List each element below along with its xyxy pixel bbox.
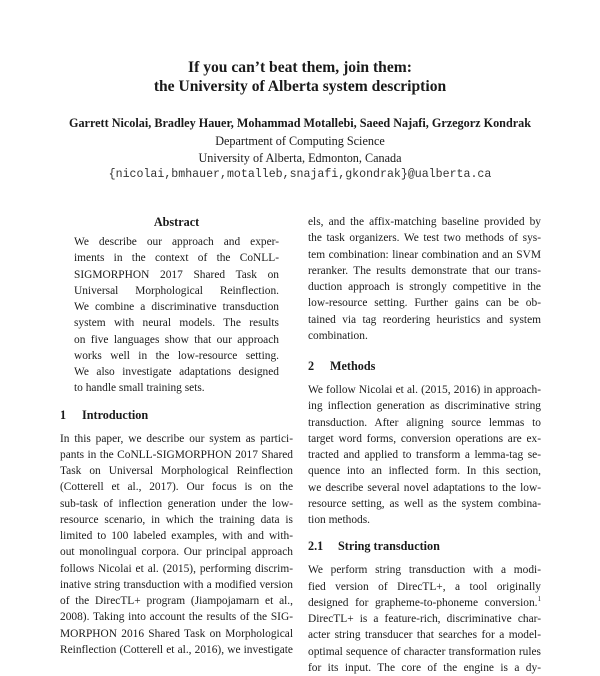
intro-line: follows Nicolai et al. (2015), performing discrim- xyxy=(60,562,293,575)
abstract-line: works well in the low-resource setting. xyxy=(74,349,279,362)
section-title: Introduction xyxy=(82,407,149,422)
abstract-line: iments in the context of the CoNLL- xyxy=(74,252,279,265)
abstract-line: SIGMORPHON 2017 Shared Task on xyxy=(74,268,279,281)
section-number: 2 xyxy=(308,359,315,373)
methods-line: ing inflection generation as discriminative string xyxy=(308,400,541,413)
university: University of Alberta, Edmonton, Canada xyxy=(198,151,402,165)
abstract-line: system with neural models. The results xyxy=(74,317,279,330)
paper-title xyxy=(0,58,600,96)
transduction-line: DirecTL+ is a feature-rich, discriminative char- xyxy=(308,613,541,625)
title-line-2: the University of Alberta system description xyxy=(153,78,447,95)
section-title: Methods xyxy=(330,359,376,373)
intro-line: sub-task of inflection generation under the low- xyxy=(60,497,293,510)
abstract-heading: Abstract xyxy=(153,215,200,229)
intro-line: Reinflection (Cotterell et al., 2016), we investigate xyxy=(60,643,293,656)
section-heading-introduction xyxy=(60,407,293,431)
intro-line: resource scenario, in which the training data is xyxy=(60,513,293,526)
section-number: 1 xyxy=(60,407,67,422)
methods-line: quence into an inflected form. In this section, xyxy=(308,465,541,478)
abstract-line: We describe our approach and exper- xyxy=(74,236,279,248)
methods-line: resource setting, as well as the system combina- xyxy=(308,497,541,510)
transduction-line: acter string transducer that searches for a model- xyxy=(308,629,541,642)
intro-continued-body xyxy=(308,214,541,344)
intro-line: 2008). Taking into account the results of the SIG- xyxy=(60,611,293,624)
intro-line: of the DirecTL+ program (Jiampojamarn et al., xyxy=(60,595,293,607)
methods-line: tracted and applied to transform a lemma-tag se- xyxy=(308,449,541,461)
intro-line: tained via tag reordering heuristics and system xyxy=(308,313,541,326)
abstract-line: to handle small training sets. xyxy=(74,382,205,395)
intro-line: els, and the affix-matching baseline provided by xyxy=(308,216,541,228)
methods-line: transduction. After aligning source lemmas to xyxy=(308,416,541,429)
intro-line: reranker. The results demonstrate that our trans- xyxy=(308,264,541,277)
left-column xyxy=(60,214,293,658)
intro-line: In this paper, we describe our system as partici- xyxy=(60,432,293,445)
intro-line: inative string transduction with a modified version xyxy=(60,578,293,591)
author-list: Garrett Nicolai, Bradley Hauer, Mohammad Motallebi, Saeed Najafi, Grzegorz Kondrak xyxy=(68,116,532,130)
methods-line: We follow Nicolai et al. (2015, 2016) in approach- xyxy=(308,384,541,396)
methods-body xyxy=(308,382,541,528)
title-line-1: If you can’t beat them, join them: xyxy=(188,59,412,76)
intro-line: MORPHON 2016 Shared Task on Morphological xyxy=(60,627,293,640)
email-addresses: {nicolai,bmhauer,motalleb,snajafi,gkondrak}@ualberta.ca xyxy=(108,168,492,181)
transduction-line: for its input. The core of the engine is a dy- xyxy=(308,661,541,674)
intro-line: Task on Universal Morphological Reinflection xyxy=(60,465,293,477)
intro-line: (Cotterell et al., 2017). Our focus is on the xyxy=(60,481,293,494)
intro-line: out monolingual corpora. Our principal approach xyxy=(60,546,293,559)
intro-line: combination. xyxy=(308,329,368,342)
intro-line: tem combination: linear combination and an SVM xyxy=(308,248,541,261)
footnote-marker[interactable]: 1 xyxy=(537,594,541,603)
abstract-body xyxy=(60,234,293,397)
abstract-line: Universal Morphological Reinflection. xyxy=(74,284,279,297)
intro-line: duction approach is strongly competitive in the xyxy=(308,281,541,293)
abstract-line: We combine a discriminative transduction xyxy=(74,301,279,313)
department: Department of Computing Science xyxy=(215,134,385,148)
section-heading-methods xyxy=(308,358,541,382)
abstract-line: on five languages show that our approach xyxy=(74,333,279,346)
abstract-line: We also investigate adaptations designed xyxy=(74,366,279,378)
string-transduction-body xyxy=(308,562,541,676)
methods-line: target word forms, conversion operations are ex- xyxy=(308,432,541,445)
transduction-line xyxy=(308,595,541,611)
transduction-line: fied version of DirecTL+, a tool originally xyxy=(308,580,541,593)
methods-line: we describe several novel adaptations to the low- xyxy=(308,481,541,494)
introduction-body xyxy=(60,431,293,659)
intro-line: the task organizers. We test two methods of sys- xyxy=(308,232,541,245)
intro-line: limited to 100 labeled examples, with and with- xyxy=(60,530,293,542)
section-heading-string-transduction xyxy=(308,538,541,562)
transduction-line-text: designed for grapheme-to-phoneme conversion. xyxy=(308,596,538,609)
section-title: String transduction xyxy=(338,539,440,554)
intro-line: pants in the CoNLL-SIGMORPHON 2017 Shared xyxy=(60,448,293,461)
right-column xyxy=(308,214,541,676)
intro-line: low-resource setting. Further gains can be ob- xyxy=(308,297,541,310)
transduction-line: We perform string transduction with a modi- xyxy=(308,564,541,577)
methods-line: tion methods. xyxy=(308,514,371,526)
section-number: 2.1 xyxy=(308,539,324,554)
transduction-line: optimal sequence of character transformation rules xyxy=(308,645,541,658)
